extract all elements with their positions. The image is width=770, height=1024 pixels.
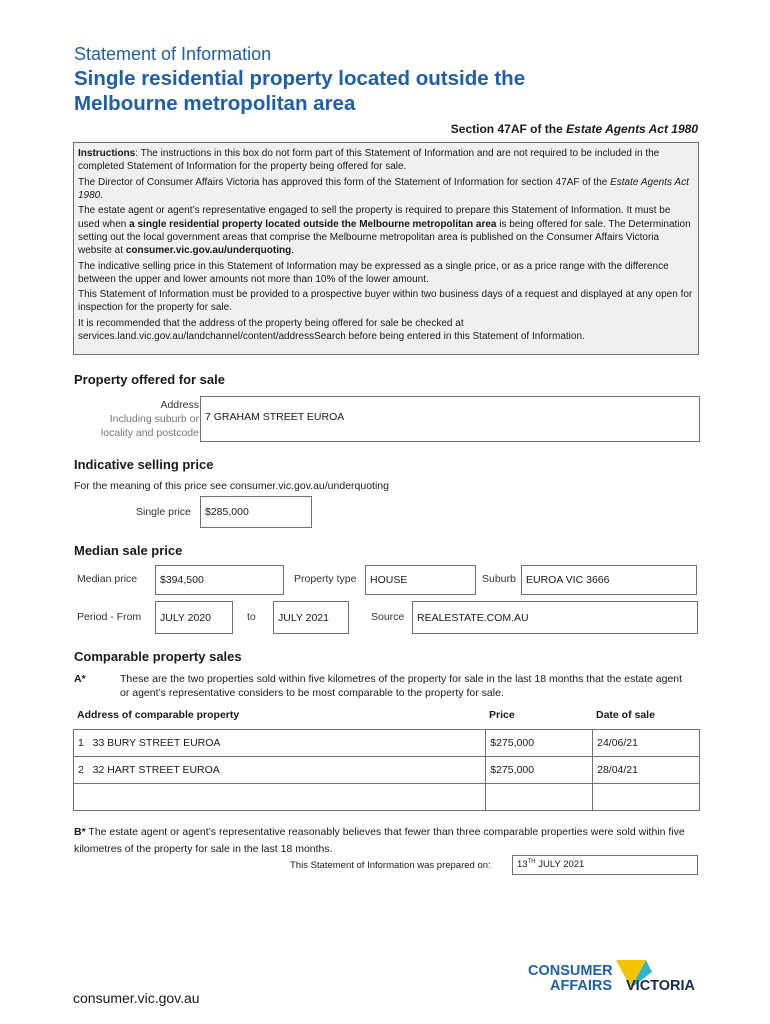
row-address: 32 HART STREET EUROA: [92, 764, 220, 776]
comparable-table: [73, 729, 700, 811]
col-header-date: Date of sale: [596, 709, 655, 721]
period-from-label: Period - From: [77, 611, 142, 623]
address-label-line-3: locality and postcode: [100, 427, 199, 439]
median-price-label: Median price: [77, 573, 138, 585]
logo-line-consumer: CONSUMER: [528, 963, 613, 979]
title-line-1: Single residential property located outside the: [74, 67, 526, 90]
instructions-p3: [78, 204, 694, 257]
single-price-field[interactable]: $285,000: [200, 496, 312, 528]
instructions-box: [73, 142, 699, 355]
prepared-month-year: JULY 2021: [535, 859, 585, 870]
b-statement: [74, 824, 704, 858]
col-header-address: Address of comparable property: [77, 709, 240, 721]
table-row: [74, 757, 700, 784]
page-kicker: Statement of Information: [74, 44, 272, 64]
instructions-p2-end: .: [100, 189, 104, 201]
prepared-on-label: This Statement of Information was prepared on:: [290, 860, 491, 871]
suburb-field[interactable]: EUROA VIC 3666: [521, 565, 697, 595]
instructions-p2-act: Estate Agents Act 1980: [78, 176, 689, 201]
instructions-p1-text: : The instructions in this box do not form part of this Statement of Information and are not required to be included in the completed Statement of Information for the property being offered for sale.: [78, 148, 660, 173]
section-ref-prefix: Section 47AF of the: [450, 122, 567, 136]
instructions-p3-end: .: [291, 245, 294, 257]
indicative-note: For the meaning of this price see consumer.vic.gov.au/underquoting: [74, 480, 389, 492]
row-number: 2: [78, 764, 84, 776]
period-to-field[interactable]: JULY 2021: [273, 601, 349, 634]
comparable-address-cell[interactable]: [74, 784, 486, 811]
instructions-p1: [78, 147, 694, 173]
section-reference: [451, 122, 698, 136]
to-label: to: [247, 611, 256, 623]
instructions-label: Instructions: [78, 148, 136, 159]
comparable-price-cell[interactable]: $275,000: [486, 757, 593, 784]
instructions-p5: This Statement of Information must be provided to a prospective buyer within two business days of a request and displayed at any open for inspection for the property for sale.: [78, 289, 693, 314]
title-line-2: Melbourne metropolitan area: [74, 92, 356, 115]
address-field[interactable]: 7 GRAHAM STREET EUROA: [200, 396, 700, 442]
comparable-address-cell[interactable]: [74, 757, 486, 784]
address-label-line-1: Address: [160, 399, 199, 411]
col-header-price: Price: [489, 709, 515, 721]
address-label-line-2: Including suburb or: [109, 413, 199, 425]
median-price-field[interactable]: $394,500: [155, 565, 284, 595]
a-marker: A*: [74, 673, 86, 685]
instructions-p3-bold: a single residential property located outside the Melbourne metropolitan area: [129, 218, 497, 230]
logo-line-affairs: AFFAIRS: [550, 978, 613, 994]
instructions-p3-a: The estate agent or agent’s representative engaged to sell the property is required to prepare this Statement of Information. It must be used when: [78, 205, 671, 230]
prepared-on-field[interactable]: [512, 855, 698, 875]
comparable-date-cell[interactable]: [593, 784, 700, 811]
footer-url[interactable]: consumer.vic.gov.au: [73, 990, 200, 1006]
instructions-p6: It is recommended that the address of the property being offered for sale be checked at services.land.vic.gov.au/landchannel/content/addressSearch before being entered in this Statement of Information.: [78, 317, 585, 343]
b-marker: B*: [74, 826, 86, 838]
table-row: [74, 784, 700, 811]
underquoting-link[interactable]: consumer.vic.gov.au/underquoting: [125, 245, 292, 257]
instructions-p4: The indicative selling price in this Statement of Information may be expressed as a single price, or as a price range with the difference between the upper and lower amounts not more than 10% of the lower amount.: [78, 260, 669, 285]
a-description: These are the two properties sold within five kilometres of the property for sale in the last 18 months that the estate agent or agent’s representative considers to be most comparable to the property for sale.: [120, 673, 683, 699]
comparable-price-cell[interactable]: $275,000: [486, 730, 593, 757]
single-price-label: Single price: [136, 506, 191, 518]
period-from-field[interactable]: JULY 2020: [155, 601, 233, 634]
median-heading: Median sale price: [74, 543, 183, 558]
instructions-p2: [78, 176, 694, 202]
row-number: 1: [78, 737, 84, 749]
logo-word-victoria: VICTORIA: [626, 978, 696, 994]
source-label: Source: [371, 611, 405, 623]
comparable-date-cell[interactable]: 28/04/21: [593, 757, 700, 784]
comparable-heading: Comparable property sales: [74, 649, 242, 664]
row-address: 33 BURY STREET EUROA: [92, 737, 221, 749]
b-text: The estate agent or agent’s representative reasonably believes that fewer than three comparable properties were sold within five kilometres of the property for sale in the last 18 months.: [74, 826, 685, 855]
comparable-address-cell[interactable]: [74, 730, 486, 757]
property-type-label: Property type: [294, 573, 357, 585]
property-type-field[interactable]: HOUSE: [365, 565, 476, 595]
consumer-affairs-victoria-logo: [528, 958, 708, 1008]
section-ref-act: Estate Agents Act 1980: [566, 122, 698, 136]
prepared-day: 13: [517, 859, 528, 870]
source-field[interactable]: REALESTATE.COM.AU: [412, 601, 698, 634]
suburb-label: Suburb: [482, 573, 516, 585]
prepared-day-suffix: TH: [527, 858, 536, 865]
page-title: [74, 66, 714, 116]
instructions-p3-b: is being offered for sale. The Determination setting out the local government areas that comprise the Melbourne metropolitan area is published on the Consumer Affairs Victoria website at: [78, 218, 691, 257]
instructions-p2-text: The Director of Consumer Affairs Victoria has approved this form of the Statement of Information for section 47AF of the: [78, 176, 611, 188]
indicative-heading: Indicative selling price: [74, 457, 214, 472]
property-heading: Property offered for sale: [74, 372, 225, 387]
address-label: [78, 398, 199, 440]
table-row: [74, 730, 700, 757]
comparable-price-cell[interactable]: [486, 784, 593, 811]
comparable-date-cell[interactable]: 24/06/21: [593, 730, 700, 757]
